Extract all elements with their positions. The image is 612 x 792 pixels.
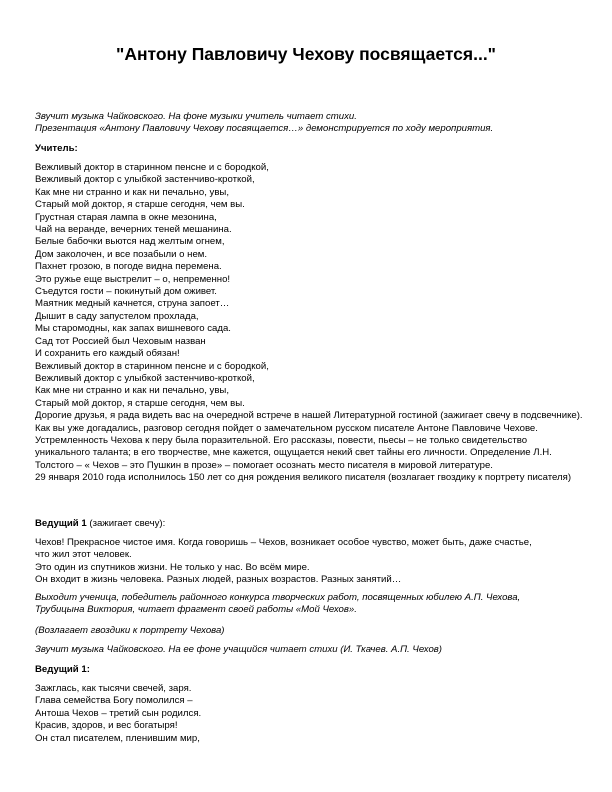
paragraph-talent: Устремленность Чехова к перу была поразительной. Его рассказы, повести, пьесы – не только свидетельство уникального таланта; в его творчестве, мне кажется, ощущается некий свет тайны его личности. Определение Л.Н. Толстого – « Чехов – это Пушкин в прозе» – помогает осознать место писателя в мировой литературе. bbox=[35, 434, 552, 471]
stage-line: Трубицына Виктория, читает фрагмент своей работы «Мой Чехов». bbox=[35, 604, 357, 616]
poem-line: Дышит в саду запустелом прохлада, bbox=[35, 310, 199, 322]
poem-line: Грустная старая лампа в окне мезонина, bbox=[35, 211, 217, 223]
speaker-label-teacher: Учитель: bbox=[35, 143, 78, 154]
intro-line: Презентация «Антону Павловичу Чехову посвящается…» демонстрируется по ходу мероприятия. bbox=[35, 123, 494, 135]
speech-line: Чехов! Прекрасное чистое имя. Когда говоришь – Чехов, возникает особое чувство, может быть, даже счастье, bbox=[35, 537, 532, 548]
poem-line: Он стал писателем, пленившим мир, bbox=[35, 732, 200, 744]
speaker-label-host-1 bbox=[35, 518, 583, 530]
intro-stage-directions bbox=[35, 111, 583, 136]
poem-line: Чай на веранде, вечерних теней мешанина. bbox=[35, 224, 232, 236]
poem-line: Вежливый доктор с улыбкой застенчиво-кроткой, bbox=[35, 372, 255, 384]
poem-line: Старый мой доктор, я старше сегодня, чем вы. bbox=[35, 199, 245, 211]
poem-teacher bbox=[35, 162, 583, 485]
poem-line: Маятник медный качнется, струна запоет… bbox=[35, 298, 230, 310]
poem-line: Вежливый доктор с улыбкой застенчиво-кроткой, bbox=[35, 174, 255, 186]
poem-line: Зажглась, как тысячи свечей, заря. bbox=[35, 683, 192, 694]
stage-line: Выходит ученица, победитель районного конкурса творческих работ, посвященных юбилею А.П. Чехова, bbox=[35, 592, 521, 603]
poem-line: Съедутся гости – покинутый дом оживет. bbox=[35, 286, 217, 298]
poem-line: Глава семейства Богу помолился – bbox=[35, 695, 193, 707]
poem-line: Мы старомодны, как запах вишневого сада. bbox=[35, 323, 231, 335]
poem-line: Пахнет грозою, в погоде видна перемена. bbox=[35, 261, 222, 273]
stage-direction-carnations: (Возлагает гвоздики к портрету Чехова) bbox=[35, 625, 225, 636]
speaker-label-host-1-second: Ведущий 1: bbox=[35, 664, 90, 675]
poem-line: Как мне ни странно и как ни печально, увы, bbox=[35, 385, 229, 397]
paragraph-anniversary: 29 января 2010 года исполнилось 150 лет со дня рождения великого писателя (возлагает гвоздику к портрету писателя) bbox=[35, 472, 572, 484]
poem-line: Вежливый доктор в старинном пенсне и с бородкой, bbox=[35, 360, 269, 372]
speech-line: Это один из спутников жизни. Не только у нас. Во всём мире. bbox=[35, 561, 310, 573]
poem-line: Белые бабочки вьются над желтым огнем, bbox=[35, 236, 225, 248]
host-1-action: (зажигает свечу): bbox=[86, 518, 166, 529]
stage-direction-music: Звучит музыка Чайковского. На ее фоне учащийся читает стихи (И. Ткачев. А.П. Чехов) bbox=[35, 644, 442, 655]
host-1-label: Ведущий 1 bbox=[35, 518, 87, 529]
poem-line: Дом заколочен, и все позабыли о нем. bbox=[35, 248, 208, 260]
intro-line: Звучит музыка Чайковского. На фоне музыки учитель читает стихи. bbox=[35, 111, 357, 122]
poem-line: Старый мой доктор, я старше сегодня, чем вы. bbox=[35, 397, 245, 409]
document-title: "Антону Павловичу Чехову посвящается..." bbox=[116, 44, 496, 64]
paragraph-greeting: Дорогие друзья, я рада видеть вас на очередной встрече в нашей Литературной гостиной (зажигает свечу в подсвечнике). Как вы уже догадались, разговор сегодня пойдет о замечательном русском писателе Антоне Павловиче Чехове. bbox=[35, 410, 583, 434]
poem-line: Это ружье еще выстрелит – о, непременно! bbox=[35, 273, 231, 285]
poem-host-1 bbox=[35, 683, 583, 745]
poem-line: Вежливый доктор в старинном пенсне и с бородкой, bbox=[35, 162, 269, 173]
poem-line: Как мне ни странно и как ни печально, увы, bbox=[35, 186, 229, 198]
poem-line: Антоша Чехов – третий сын родился. bbox=[35, 707, 202, 719]
speech-line: что жил этот человек. bbox=[35, 549, 132, 561]
poem-line: Красив, здоров, и вес богатыря! bbox=[35, 720, 178, 732]
host-1-speech bbox=[35, 537, 583, 587]
stage-direction-student bbox=[35, 592, 583, 617]
poem-line: И сохранить его каждый обязан! bbox=[35, 348, 180, 360]
speech-line: Он входит в жизнь человека. Разных людей, разных возрастов. Разных занятий… bbox=[35, 574, 402, 586]
poem-line: Сад тот Россией был Чеховым назван bbox=[35, 335, 206, 347]
